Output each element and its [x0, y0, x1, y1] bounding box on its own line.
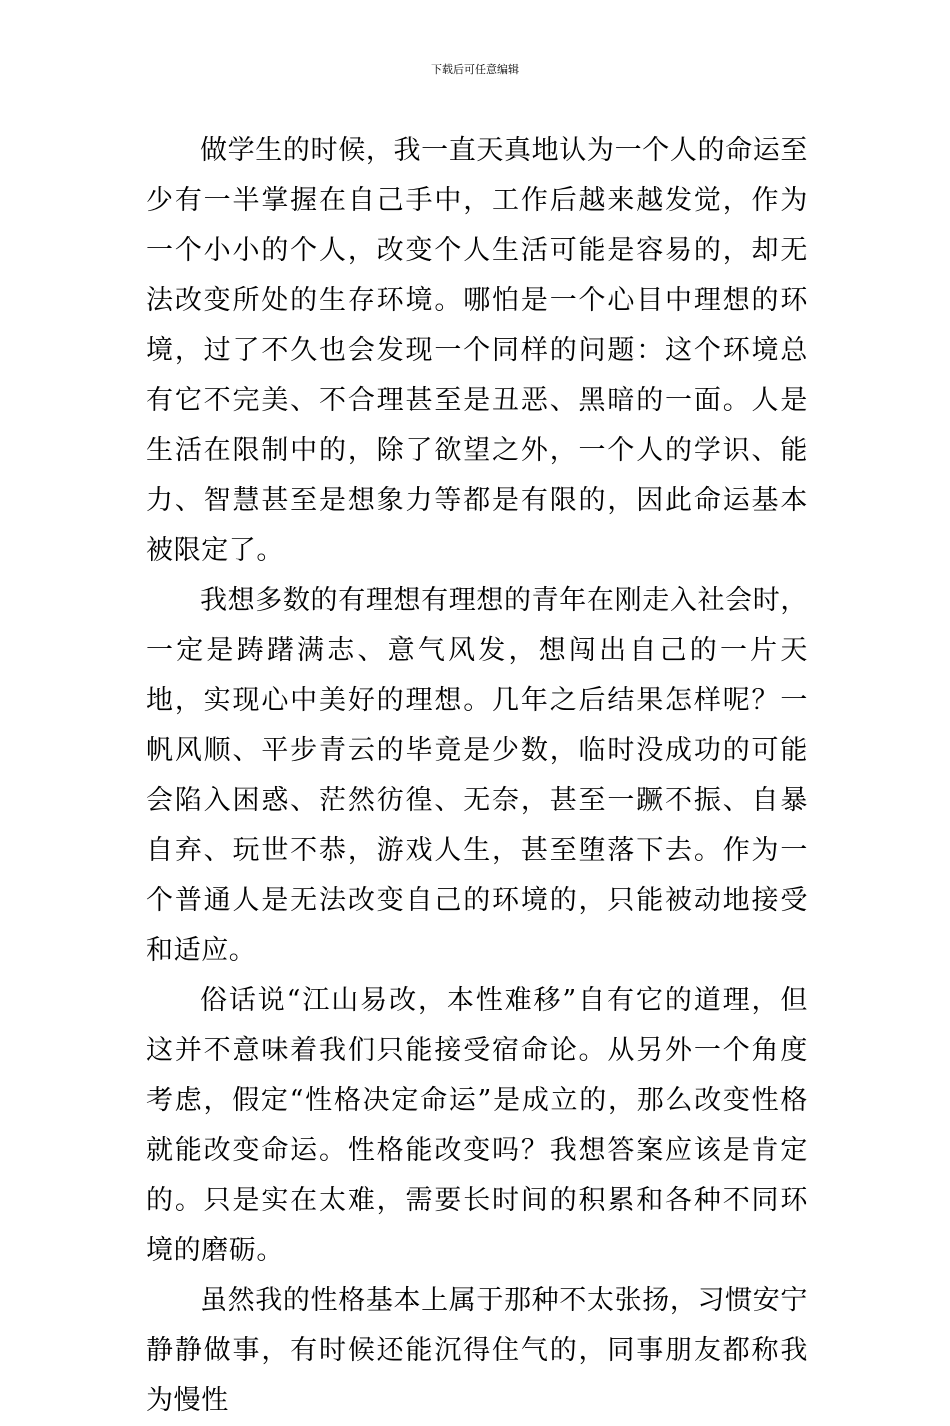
paragraph-3: 俗话说“江山易改，本性难移”自有它的道理，但这并不意味着我们只能接受宿命论。从另外一个角度考虑，假定“性格决定命运”是成立的，那么改变性格就能改变命运。性格能改变吗？我想答案应该是肯定的。只是实在太难，需要长时间的积累和各种不同环境的磨砺。 — [146, 985, 808, 1266]
document-body — [146, 126, 808, 1426]
paragraph-2: 我想多数的有理想有理想的青年在刚走入社会时，一定是踌躇满志、意气风发，想闯出自己的一片天地，实现心中美好的理想。几年之后结果怎样呢？一帆风顺、平步青云的毕竟是少数，临时没成功的可能会陷入困惑、茫然彷徨、无奈，甚至一蹶不振、自暴自弃、玩世不恭，游戏人生，甚至堕落下去。作为一个普通人是无法改变自己的环境的，只能被动地接受和适应。 — [146, 585, 808, 966]
page-header: 下载后可任意编辑 — [431, 63, 519, 76]
paragraph-4: 虽然我的性格基本上属于那种不太张扬，习惯安宁静静做事，有时候还能沉得住气的，同事朋友都称我为慢性 — [146, 1285, 808, 1416]
paragraph-1: 做学生的时候，我一直天真地认为一个人的命运至少有一半掌握在自己手中，工作后越来越发觉，作为一个小小的个人，改变个人生活可能是容易的，却无法改变所处的生存环境。哪怕是一个心目中理想的环境，过了不久也会发现一个同样的问题：这个环境总有它不完美、不合理甚至是丑恶、黑暗的一面。人是生活在限制中的，除了欲望之外，一个人的学识、能力、智慧甚至是想象力等都是有限的，因此命运基本被限定了。 — [146, 135, 808, 566]
